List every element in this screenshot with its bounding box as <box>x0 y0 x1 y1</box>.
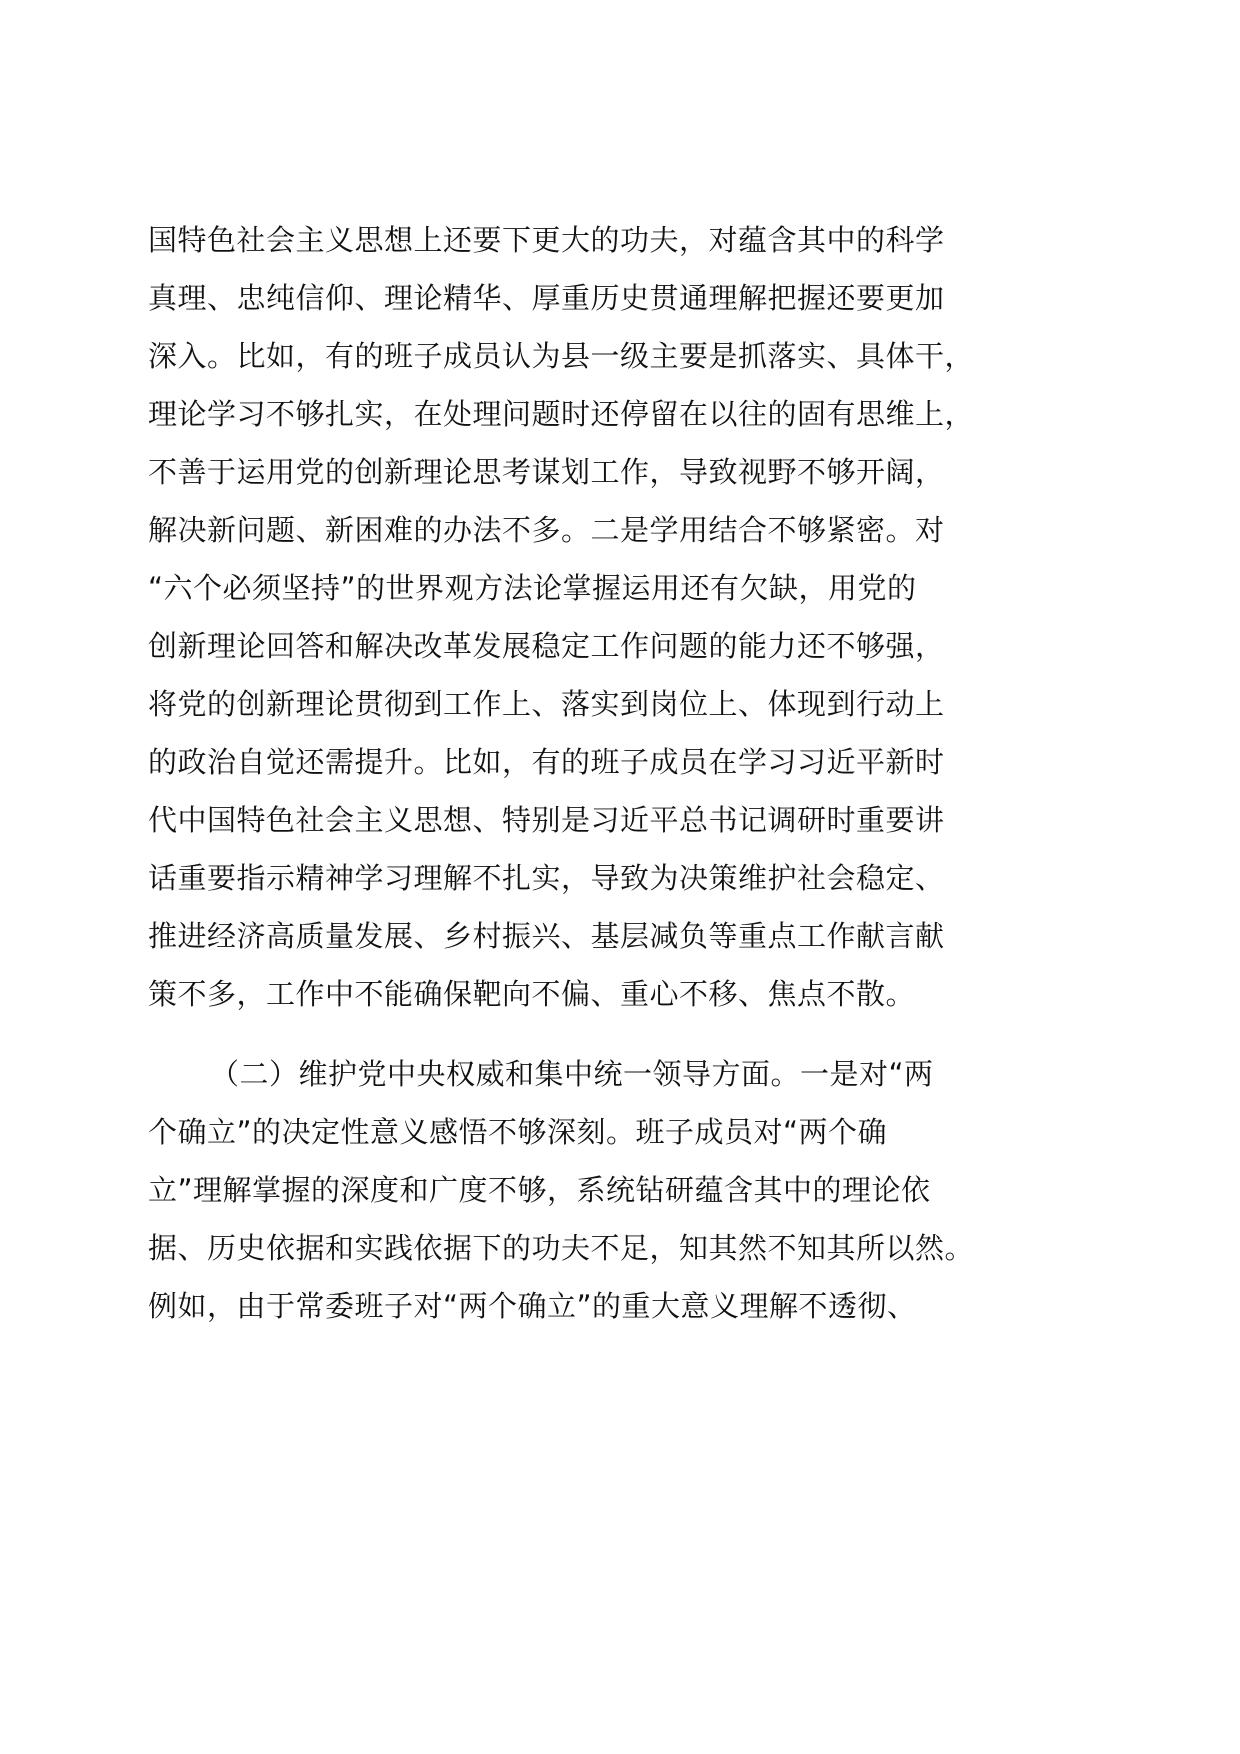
text-line: 推进经济高质量发展、乡村振兴、基层减负等重点工作献言献 <box>148 919 945 953</box>
text-line: 例如，由于常委班子对“两个确立”的重大意义理解不透彻、 <box>148 1289 917 1323</box>
text-line: 解决新问题、新困难的办法不多。二是学用结合不够紧密。对 <box>148 513 945 547</box>
text-line: 不善于运用党的创新理论思考谋划工作，导致视野不够开阔， <box>148 455 945 489</box>
text-line: 话重要指示精神学习理解不扎实，导致为决策维护社会稳定、 <box>148 861 945 895</box>
text-line: 据、历史依据和实践依据下的功夫不足，知其然不知其所以然。 <box>148 1231 975 1265</box>
text-line: 将党的创新理论贯彻到工作上、落实到岗位上、体现到行动上 <box>148 687 945 721</box>
text-line: 的政治自觉还需提升。比如，有的班子成员在学习习近平新时 <box>148 745 945 779</box>
text-line-heading: （二）维护党中央权威和集中统一领导方面。一是对“两 <box>210 1057 934 1091</box>
text-line: 立”理解掌握的深度和广度不够，系统钻研蕴含其中的理论依 <box>148 1173 931 1207</box>
text-line: 个确立”的决定性意义感悟不够深刻。班子成员对“两个确 <box>148 1115 888 1149</box>
text-line: 真理、忠纯信仰、理论精华、厚重历史贯通理解把握还要更加 <box>148 281 945 315</box>
text-line: 理论学习不够扎实，在处理问题时还停留在以往的固有思维上， <box>148 397 975 431</box>
text-line: 策不多，工作中不能确保靶向不偏、重心不移、焦点不散。 <box>148 977 916 1011</box>
text-line: “六个必须坚持”的世界观方法论掌握运用还有欠缺，用党的 <box>148 571 917 605</box>
text-line: 深入。比如，有的班子成员认为县一级主要是抓落实、具体干， <box>148 339 975 373</box>
text-line: 创新理论回答和解决改革发展稳定工作问题的能力还不够强， <box>148 629 945 663</box>
text-line: 代中国特色社会主义思想、特别是习近平总书记调研时重要讲 <box>148 803 945 837</box>
text-line: 国特色社会主义思想上还要下更大的功夫，对蕴含其中的科学 <box>148 223 945 257</box>
